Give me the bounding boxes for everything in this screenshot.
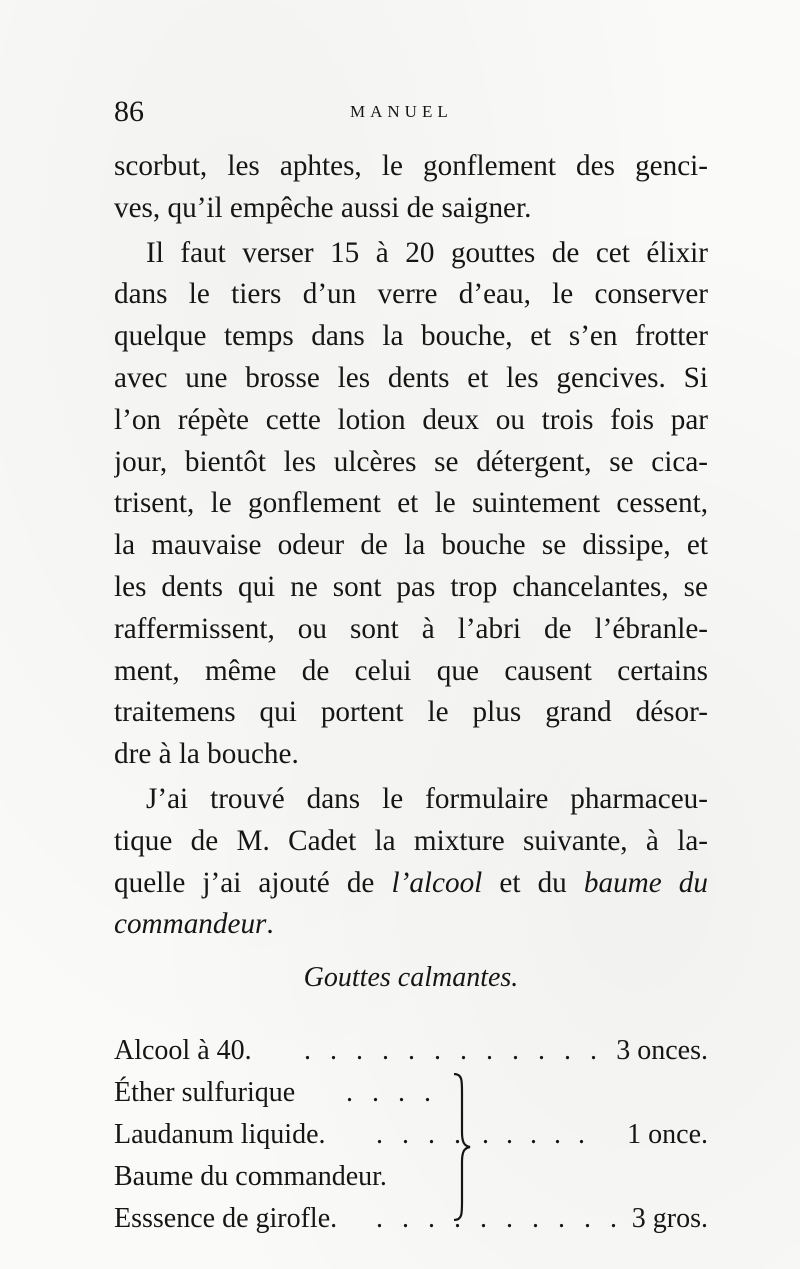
grouping-brace [452, 1072, 472, 1222]
italic-term-baume: baume du [583, 866, 708, 899]
recipe-row [114, 1030, 708, 1072]
ingredient-name: Laudanum liquide. [114, 1119, 326, 1150]
recipe-row [114, 1198, 708, 1240]
leader-dots: . . . . . [482, 1119, 590, 1150]
running-head: MANUEL [350, 102, 453, 121]
text-line: les dents qui ne sont pas trop chancelantes, se [114, 570, 708, 603]
text-line: ment, même de celui que causent certains [114, 654, 708, 687]
leader-dots: . . . . . . . . . . [376, 1203, 623, 1234]
text-segment: et du [482, 866, 584, 899]
text-line: Il faut verser 15 à 20 gouttes de cet élixir [146, 236, 708, 269]
text-line: dre à la bouche. [114, 738, 299, 771]
text-line: tique de M. Cadet la mixture suivante, à la- [114, 824, 708, 857]
grouped-quantity: 1 once. [627, 1119, 708, 1150]
leader-dots: . . . . [346, 1077, 437, 1108]
text-line: J’ai trouvé dans le formulaire pharmaceu- [146, 782, 708, 815]
ingredient-quantity: 3 gros. [631, 1203, 708, 1234]
text-line: ves, qu’il empêche aussi de saigner. [114, 191, 532, 224]
text-line: dans le tiers d’un verre d’eau, le conserver [114, 278, 708, 311]
leader-dots: . . . . . . . . . . . . [304, 1035, 603, 1066]
text-line: l’on répète cette lotion deux ou trois fois par [114, 403, 708, 436]
body-text [114, 146, 708, 946]
text-line: avec une brosse les dents et les gencives. Si [114, 361, 708, 394]
text-line-mixed [114, 863, 708, 905]
text-line: trisent, le gonflement et le suintement cessent, [114, 487, 708, 520]
ingredient-name: Éther sulfurique [114, 1077, 296, 1108]
recipe-row [114, 1156, 708, 1198]
text-line: scorbut, les aphtes, le gonflement des genci- [114, 150, 708, 182]
text-line: la mauvaise odeur de la bouche se dissipe, et [114, 529, 708, 562]
ingredient-name: Baume du commandeur. [114, 1161, 387, 1192]
text-line: quelque temps dans la bouche, et s’en frotter [114, 320, 708, 353]
recipe-list [114, 1030, 708, 1240]
text-segment: quelle j’ai ajouté de [114, 866, 392, 899]
page-number: 86 [114, 95, 144, 128]
text-segment: . [266, 908, 274, 941]
ingredient-name: Esssence de girofle. [114, 1203, 338, 1234]
text-line: raffermissent, ou sont à l’abri de l’ébranle- [114, 612, 708, 645]
page-header [114, 92, 704, 132]
italic-term-alcool: l’alcool [391, 866, 483, 899]
italic-term-commandeur: commandeur [114, 908, 267, 941]
text-line: jour, bientôt les ulcères se détergent, se cica- [114, 445, 708, 478]
text-line-mixed [114, 904, 708, 946]
ingredient-name: Alcool à 40. [114, 1035, 252, 1066]
recipe-title: Gouttes calmantes. [303, 962, 519, 993]
text-line: traitemens qui portent le plus grand désor- [114, 696, 708, 729]
leader-dots: . . . . [376, 1119, 467, 1150]
recipe-row [114, 1114, 708, 1156]
ingredient-quantity: 3 onces. [616, 1035, 708, 1066]
recipe-row [114, 1072, 708, 1114]
